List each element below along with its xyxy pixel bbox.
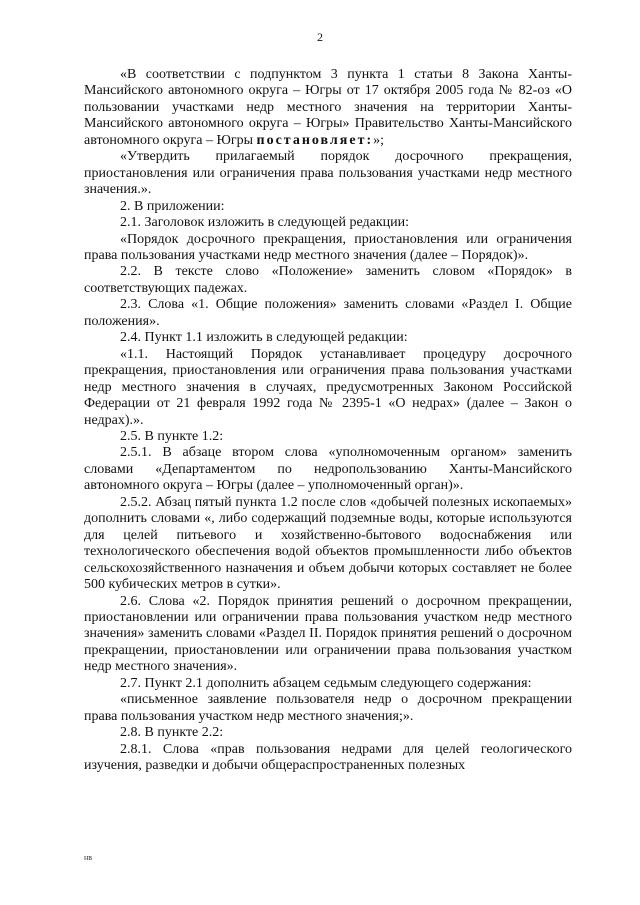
paragraph: 2.5.2. Абзац пятый пункта 1.2 после слов «добычей полезных ископаемых» дополнить словами «, либо содержащий подземные воды, которые используются для целей питьевого и хозяйственно-бытового водоснабжения или технологического обеспечения водой объектов промышленности либо объектов сельскохозяйственного назначения и объем добычи которых составляет не более 500 кубических метров в сутки».: [84, 494, 572, 593]
paragraph: [84, 67, 572, 149]
paragraph: 2.6. Слова «2. Порядок принятия решений о досрочном прекращении, приостановлении или ограничении права пользования участком недр местного значения» заменить словами «Раздел II. Порядок принятия решений о досрочном прекращении, приостановлении или ограничении права пользования участком недр местного значения».: [84, 593, 572, 675]
paragraph: «письменное заявление пользователя недр о досрочном прекращении права пользования участком недр местного значения;».: [84, 692, 572, 724]
paragraph: 2. В приложении:: [120, 198, 225, 214]
paragraph: «Порядок досрочного прекращения, приостановления или ограничения права пользования участками недр местного значения (далее – Порядок)».: [84, 231, 572, 263]
paragraph: 2.2. В тексте слово «Положение» заменить словом «Порядок» в соответствующих падежах.: [84, 264, 572, 296]
paragraph: 2.8.1. Слова «прав пользования недрами для целей геологического изучения, разведки и добычи общераспространенных полезных: [84, 741, 572, 774]
paragraph-text: «В соответствии с подпунктом 3 пункта 1 статьи 8 Закона Ханты-Мансийского автономного округа – Югры от 17 октября 2005 года № 82-оз «О пользовании участками недр местного значения на территории Ханты-Мансийского автономного округа – Югры» Правительство Ханты-Мансийского автономного округа – Югры: [84, 67, 572, 148]
paragraph: 2.1. Заголовок изложить в следующей редакции:: [120, 215, 410, 231]
paragraph: «1.1. Настоящий Порядок устанавливает процедуру досрочного прекращения, приостановления или ограничения права пользования участками недр местного значения в случаях, предусмотренных Законом Российской Федерации от 21 февраля 1992 года № 2395-1 «О недрах» (далее – Закон о недрах).».: [84, 346, 572, 428]
paragraph: 2.5. В пункте 1.2:: [120, 428, 224, 444]
paragraph: 2.4. Пункт 1.1 изложить в следующей редакции:: [120, 330, 408, 346]
page-number: 2: [317, 30, 323, 44]
emphasized-word: постановляет:: [256, 132, 374, 148]
footer-initials: нв: [84, 853, 93, 862]
paragraph: 2.3. Слова «1. Общие положения» заменить словами «Раздел I. Общие положения».: [84, 297, 572, 329]
paragraph: 2.5.1. В абзаце втором слова «уполномоченным органом» заменить словами «Департаментом по недропользованию Ханты-Мансийского автономного округа – Югры (далее – уполномоченный орган)».: [84, 445, 572, 494]
paragraph-text: »;: [373, 132, 384, 148]
paragraph: «Утвердить прилагаемый порядок досрочного прекращения, приостановления или ограничения права пользования участками недр местного значения.».: [84, 149, 572, 198]
paragraph: 2.7. Пункт 2.1 дополнить абзацем седьмым следующего содержания:: [120, 675, 532, 691]
paragraph: 2.8. В пункте 2.2:: [120, 725, 224, 741]
document-body: [84, 67, 572, 774]
